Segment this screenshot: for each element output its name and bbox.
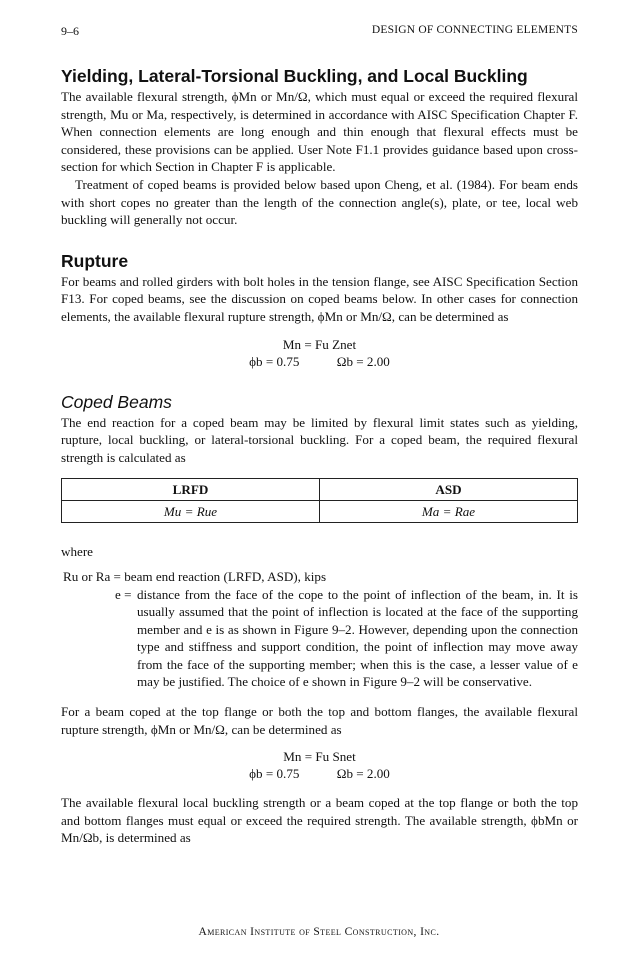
asd-equation: Ma = Rae [320,501,578,523]
lrfd-asd-table [61,478,578,523]
heading-yielding: Yielding, Lateral-Torsional Buckling, and Local Buckling [61,66,528,86]
paragraph-yielding-1: The available flexural strength, ϕMn or Mn/Ω, which must equal or exceed the required flexural strength, Mu or Ma, respectively, is determined in accordance with AISC Specification Chapter F. When connection elements are long enough and thin enough that flexural effects must be considered, these provisions can be applied. User Note F1.1 provides guidance based upon cross-section for which Section in Chapter F is applicable. [61,89,578,175]
page-number: 9–6 [61,24,79,38]
paragraph-coped-1: The end reaction for a coped beam may be limited by flexural limit states such as yielding, rupture, local buckling, or lateral-torsional buckling. For a coped beam, the required flexural strength is calculated as [61,414,578,465]
equation-factors [61,353,578,370]
definition-reaction: Ru or Ra = beam end reaction (LRFD, ASD), kips [63,568,327,584]
lrfd-equation: Mu = Rue [62,501,320,523]
page-content [61,66,578,847]
definition-e-label: e = [115,586,132,602]
phi-factor-coped: ϕb = 0.75 [249,766,300,782]
omega-factor-coped: Ωb = 2.00 [336,766,390,782]
footer-text: American Institute of Steel Construction, Inc. [198,926,440,938]
heading-coped-beams: Coped Beams [61,391,172,412]
definitions [61,568,578,691]
equation-coped [61,748,578,782]
definition-e [61,586,578,692]
equation-rupture [61,336,578,370]
where-label: where [61,544,93,560]
paragraph-rupture-1: For beams and rolled girders with bolt holes in the tension flange, see AISC Specification Section F13. For coped beams, see the discussion on coped beams below. In other cases for connection elements, the available flexural rupture strength, ϕMn or Mn/Ω, can be determined as [61,273,578,324]
equation-coped-factors [61,765,578,782]
heading-rupture: Rupture [61,250,129,271]
paragraph-yielding-2: Treatment of coped beams is provided below based upon Cheng, et al. (1984). For beam ends with short copes no greater than the length of the connection angle(s), plate, or tee, local web buckling will generally not occur. [61,176,578,228]
equation-mn-znet: Mn = Fu Znet [282,336,357,352]
footer [0,926,638,938]
phi-factor: ϕb = 0.75 [249,353,300,369]
paragraph-coped-2: For a beam coped at the top flange or both the top and bottom flanges, the available flexural rupture strength, ϕMn or Mn/Ω, can be determined as [61,704,578,737]
equation-mn-snet: Mn = Fu Snet [283,749,356,765]
lrfd-header: LRFD [62,479,320,501]
omega-factor: Ωb = 2.00 [336,353,390,369]
asd-header: ASD [320,479,578,501]
definition-e-text: distance from the face of the cope to the point of inflection of the beam, in. It is usually assumed that the point of inflection is located at the face of the supporting member and e is as shown in Figure 9–2. However, depending upon the connection type and stiffness and support condition, the point of inflection may move away from the face of the supporting member; when this is the case, a lesser value of e may be justified. The choice of e shown in Figure 9–2 will be conservative. [137,586,578,690]
paragraph-coped-3: The available flexural local buckling strength or a beam coped at the top flange or both the top and bottom flanges must equal or exceed the required strength. The available strength, ϕbMn or Mn/Ωb, is determined as [61,795,578,846]
running-title: DESIGN OF CONNECTING ELEMENTS [371,24,578,36]
